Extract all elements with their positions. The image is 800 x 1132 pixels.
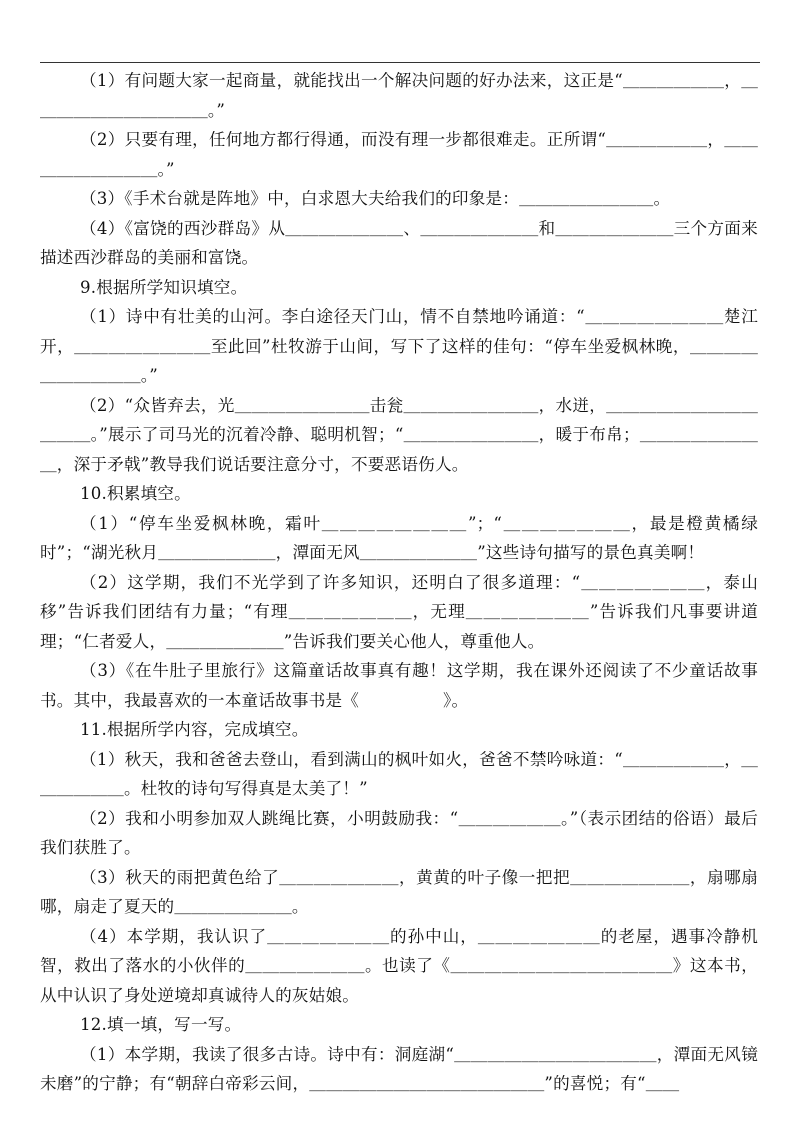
worksheet-content: [40, 66, 758, 1099]
question-8-3: （3）《手术台就是阵地》中，白求恩大夫给我们的印象是：＿＿＿＿＿＿＿＿。: [80, 189, 671, 208]
question-11-3: （3）秋天的雨把黄色给了＿＿＿＿＿＿＿，黄黄的叶子像一把把＿＿＿＿＿＿＿，扇哪扇哪，扇走了夏天的＿＿＿＿＿＿＿。: [40, 867, 758, 916]
question-12-heading: 12.填一填，写一写。: [80, 1015, 242, 1034]
question-8-4: （4）《富饶的西沙群岛》从＿＿＿＿＿＿＿、＿＿＿＿＿＿＿和＿＿＿＿＿＿＿三个方面来描述西沙群岛的美丽和富饶。: [40, 218, 758, 267]
question-10-heading: 10.积累填空。: [80, 484, 191, 503]
question-11-heading: 11.根据所学内容，完成填空。: [80, 720, 309, 739]
question-10-1: （1）“停车坐爱枫林晚，霜叶＿＿＿＿＿＿＿＿”；“＿＿＿＿＿＿＿，最是橙黄橘绿时”；“湖光秋月＿＿＿＿＿＿＿，潭面无风＿＿＿＿＿＿＿”这些诗句描写的景色真美啊！: [40, 513, 758, 562]
top-rule: [40, 62, 760, 63]
question-12-1: （1）本学期，我读了很多古诗。诗中有：洞庭湖“＿＿＿＿＿＿＿＿＿＿＿＿，潭面无风镜未磨”的宁静；有“朝辞白帝彩云间，＿＿＿＿＿＿＿＿＿＿＿＿＿＿”的喜悦；有“＿＿: [40, 1044, 758, 1093]
question-8-1: （1）有问题大家一起商量，就能找出一个解决问题的好办法来，这正是“＿＿＿＿＿＿，＿＿＿＿＿＿＿＿＿＿＿。”: [40, 71, 758, 120]
question-11-1: （1）秋天，我和爸爸去登山，看到满山的枫叶如火，爸爸不禁吟咏道：“＿＿＿＿＿＿，＿＿＿＿＿＿。杜牧的诗句写得真是太美了！”: [40, 749, 758, 798]
question-8-2: （2）只要有理，任何地方都行得通，而没有理一步都很难走。正所谓“＿＿＿＿＿＿，＿＿＿＿＿＿＿＿＿。”: [40, 130, 758, 179]
question-11-4: （4）本学期，我认识了＿＿＿＿＿＿＿的孙中山，＿＿＿＿＿＿＿的老屋，遇事冷静机智，救出了落水的小伙伴的＿＿＿＿＿＿＿。也读了《＿＿＿＿＿＿＿＿＿＿＿＿＿》这本书，从中认识了身处逆境却真诚待人的灰姑娘。: [40, 926, 758, 1005]
question-10-3: （3）《在牛肚子里旅行》这篇童话故事真有趣！这学期，我在课外还阅读了不少童话故事书。其中，我最喜欢的一本童话故事书是《 》。: [40, 661, 758, 710]
question-9-heading: 9.根据所学知识填空。: [80, 277, 248, 297]
question-11-2: （2）我和小明参加双人跳绳比赛，小明鼓励我：“＿＿＿＿＿＿。”（表示团结的俗语）最后我们获胜了。: [40, 808, 758, 857]
question-10-2: （2）这学期，我们不光学到了许多知识，还明白了很多道理：“＿＿＿＿＿＿＿，泰山移”告诉我们团结有力量；“有理＿＿＿＿＿＿＿，无理＿＿＿＿＿＿＿”告诉我们凡事要讲道理；“仁者爱人，＿＿＿＿＿＿＿”告诉我们要关心他人，尊重他人。: [40, 572, 758, 651]
question-9-1: （1）诗中有壮美的山河。李白途径天门山，情不自禁地吟诵道：“＿＿＿＿＿＿＿＿楚江开，＿＿＿＿＿＿＿＿至此回”杜牧游于山间，写下了这样的佳句：“停车坐爱枫林晚，＿＿＿＿＿＿＿＿＿＿。”: [40, 307, 758, 385]
question-9-2: （2）“众皆弃去，光＿＿＿＿＿＿＿＿击瓮＿＿＿＿＿＿＿＿，水迸，＿＿＿＿＿＿＿＿＿＿＿＿。”展示了司马光的沉着冷静、聪明机智；“＿＿＿＿＿＿＿＿，暖于布帛；＿＿＿＿＿＿＿＿，深于矛戟”教导我们说话要注意分寸，不要恶语伤人。: [40, 395, 758, 474]
